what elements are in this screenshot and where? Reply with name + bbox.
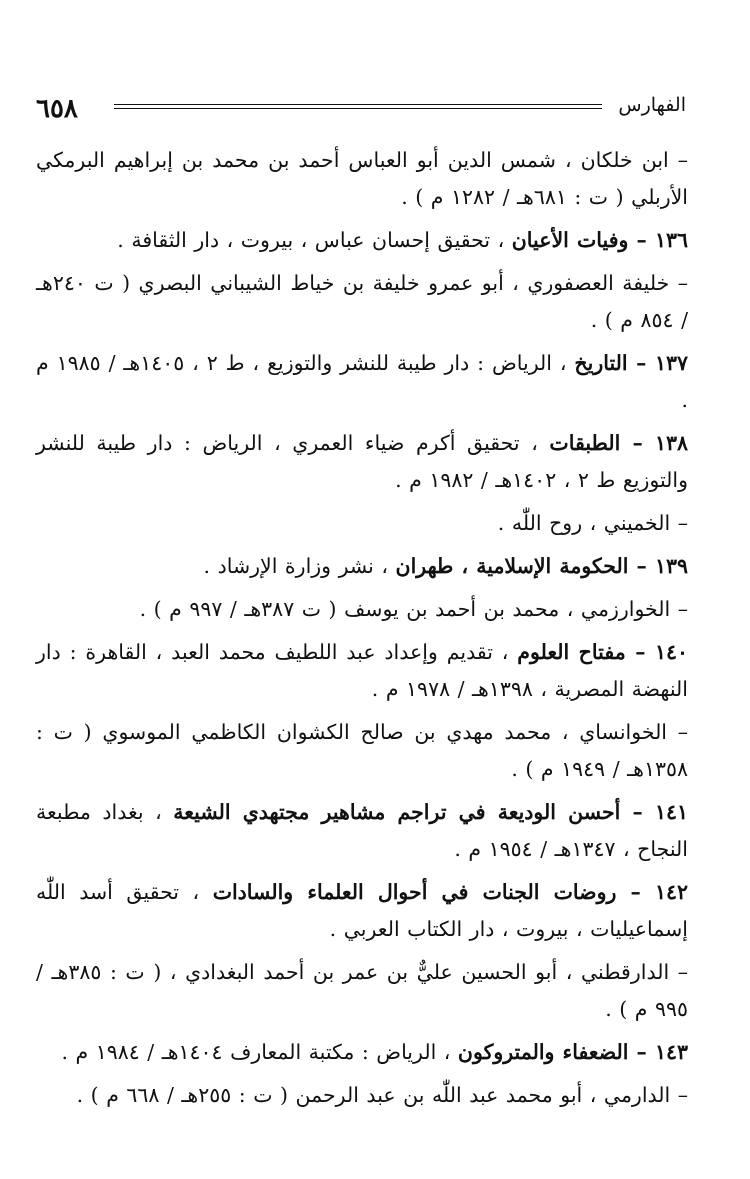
book-title: التاريخ	[574, 351, 628, 375]
entry-number: ١٣٩ –	[628, 554, 688, 578]
book-entry	[36, 548, 688, 585]
entry-number: ١٤٣ –	[628, 1040, 688, 1064]
entry-number: ١٤٠ –	[625, 640, 688, 664]
entry-number: ١٤٢ –	[616, 880, 688, 904]
book-details: ، تحقيق أسد اللّٰه إسماعيليات ، بيروت ، دار الكتاب العربي .	[36, 880, 688, 941]
entry-number: ١٣٦ –	[628, 228, 688, 252]
author-entry	[36, 505, 688, 542]
book-details: ، نشر وزارة الإرشاد .	[203, 554, 396, 578]
bibliography-list	[36, 142, 688, 1120]
book-entry	[36, 222, 688, 259]
book-details: ، الرياض : دار طيبة للنشر والتوزيع ، ط ٢ ، ١٤٠٥هـ / ١٩٨٥ م .	[36, 351, 688, 412]
author-entry	[36, 142, 688, 216]
author-text: – خليفة العصفوري ، أبو عمرو خليفة بن خياط الشيباني البصري ( ت ٢٤٠هـ / ٨٥٤ م ) .	[36, 271, 688, 332]
book-title: مفتاح العلوم	[517, 640, 626, 664]
book-entry	[36, 1034, 688, 1071]
author-text: – الخوانساي ، محمد مهدي بن صالح الكشوان الكاظمي الموسوي ( ت : ١٣٥٨هـ / ١٩٤٩ م ) .	[36, 720, 688, 781]
book-entry	[36, 634, 688, 708]
book-details: ، الرياض : مكتبة المعارف ١٤٠٤هـ / ١٩٨٤ م .	[61, 1040, 458, 1064]
book-title: الحكومة الإسلامية ، طهران	[395, 554, 629, 578]
entry-number: ١٣٧ –	[627, 351, 689, 375]
book-entry	[36, 425, 688, 499]
author-entry	[36, 1077, 688, 1114]
book-entry	[36, 345, 688, 419]
book-details: ، تقديم وإعداد عبد اللطيف محمد العبد ، القاهرة : دار النهضة المصرية ، ١٣٩٨هـ / ١٩٧٨ م .	[36, 640, 688, 701]
entry-number: ١٣٨ –	[620, 431, 688, 455]
book-title: أحسن الوديعة في تراجم مشاهير مجتهدي الشيعة	[173, 800, 621, 824]
book-details: ، تحقيق إحسان عباس ، بيروت ، دار الثقافة .	[117, 228, 512, 252]
author-text: – الدارمي ، أبو محمد عبد اللّٰه بن عبد الرحمن ( ت : ٢٥٥هـ / ٦٦٨ م ) .	[76, 1083, 688, 1107]
entry-number: ١٤١ –	[620, 800, 688, 824]
book-details: ، بغداد مطبعة النجاح ، ١٣٤٧هـ / ١٩٥٤ م .	[36, 800, 688, 861]
page-number: ٦٥٨	[36, 94, 78, 124]
book-title: الضعفاء والمتروكون	[457, 1040, 629, 1064]
book-entry	[36, 874, 688, 948]
book-title: وفيات الأعيان	[511, 228, 629, 252]
author-text: – الدارقطني ، أبو الحسين عليٌّ بن عمر بن أحمد البغدادي ، ( ت : ٣٨٥هـ / ٩٩٥ م ) .	[36, 960, 688, 1021]
header-rule	[114, 104, 602, 109]
author-entry	[36, 954, 688, 1028]
book-entry	[36, 794, 688, 868]
author-entry	[36, 714, 688, 788]
author-entry	[36, 265, 688, 339]
book-title: الطبقات	[549, 431, 621, 455]
page-header	[36, 90, 686, 130]
book-details: ، تحقيق أكرم ضياء العمري ، الرياض : دار طيبة للنشر والتوزيع ط ٢ ، ١٤٠٢هـ / ١٩٨٢ م .	[36, 431, 688, 492]
author-entry	[36, 591, 688, 628]
author-text: – الخميني ، روح اللّٰه .	[497, 511, 688, 535]
section-title: الفهارس	[618, 94, 686, 116]
author-text: – ابن خلكان ، شمس الدين أبو العباس أحمد بن محمد بن إبراهيم البرمكي الأربلي ( ت : ٦٨١هـ / ١٢٨٢ م ) .	[36, 148, 688, 209]
author-text: – الخوارزمي ، محمد بن أحمد بن يوسف ( ت ٣٨٧هـ / ٩٩٧ م ) .	[139, 597, 688, 621]
book-title: روضات الجنات في أحوال العلماء والسادات	[212, 880, 617, 904]
